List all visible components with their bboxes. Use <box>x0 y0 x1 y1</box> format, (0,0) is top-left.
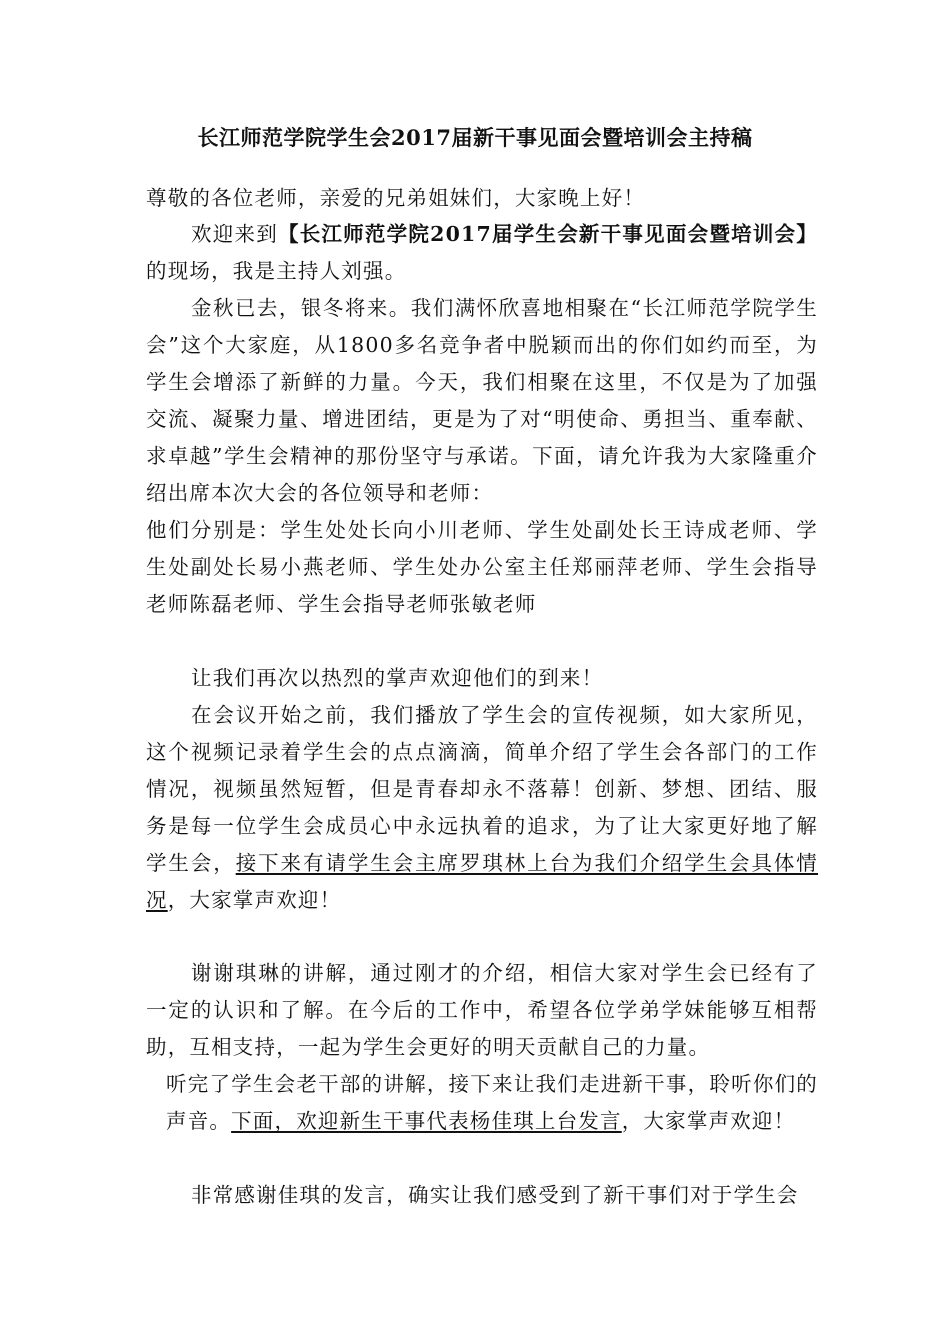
event-name: 【长江师范学院2017届学生会新干事见面会暨培训会】 <box>277 222 818 246</box>
new-member-tail: ，大家掌声欢迎！ <box>621 1109 796 1133</box>
chairman-intro-underlined: 接下来有请学生会主席罗琪林上台为我们介绍学生会具体情况 <box>146 851 818 912</box>
thanks-paragraph: 谢谢琪琳的讲解，通过刚才的介绍，相信大家对学生会已经有了一定的认识和了解。在今后的工作中，希望各位学弟学妹能够互相帮助，互相支持，一起为学生会更好的明天贡献自己的力量。 <box>146 961 818 1059</box>
new-member-paragraph <box>166 1066 818 1140</box>
intro-paragraph: 金秋已去，银冬将来。我们满怀欣喜地相聚在“长江师范学院学生会”这个大家庭，从1800多名竞争者中脱颖而出的你们如约而至，为学生会增添了新鲜的力量。今天，我们相聚在这里，不仅是为了加强交流、凝聚力量、增进团结，更是为了对“明使命、勇担当、重奉献、求卓越”学生会精神的那份坚守与承诺。下面，请允许我为大家隆重介绍出席本次大会的各位领导和老师： <box>146 296 818 505</box>
document-title: 长江师范学院学生会2017届新干事见面会暨培训会主持稿 <box>197 125 753 150</box>
greeting-paragraph: 尊敬的各位老师，亲爱的兄弟姐妹们，大家晚上好！ <box>146 186 646 210</box>
video-tail: ，大家掌声欢迎！ <box>167 888 342 912</box>
closing-paragraph: 非常感谢佳琪的发言，确实让我们感受到了新干事们对于学生会 <box>191 1183 799 1207</box>
applause-paragraph: 让我们再次以热烈的掌声欢迎他们的到来！ <box>191 666 604 690</box>
representative-underlined: 下面，欢迎新生干事代表杨佳琪上台发言 <box>231 1109 622 1133</box>
video-paragraph <box>146 697 818 919</box>
welcome-lead: 欢迎来到 <box>191 222 278 246</box>
guests-paragraph: 他们分别是：学生处处长向小川老师、学生处副处长王诗成老师、学生处副处长易小燕老师、学生处办公室主任郑丽萍老师、学生会指导老师陈磊老师、学生会指导老师张敏老师 <box>146 518 818 616</box>
welcome-paragraph <box>146 216 818 290</box>
video-main: 在会议开始之前，我们播放了学生会的宣传视频，如大家所见，这个视频记录着学生会的点点滴滴，简单介绍了学生会各部门的工作情况，视频虽然短暂，但是青春却永不落幕！创新、梦想、团结、服务是每一位学生会成员心中永远执着的追求，为了让大家更好地了解学生会， <box>146 703 818 875</box>
new-member-main: 听完了学生会老干部的讲解，接下来让我们走进新干事，聆听你们的声音。 <box>166 1072 818 1133</box>
welcome-tail: 的现场，我是主持人刘强。 <box>146 259 407 283</box>
